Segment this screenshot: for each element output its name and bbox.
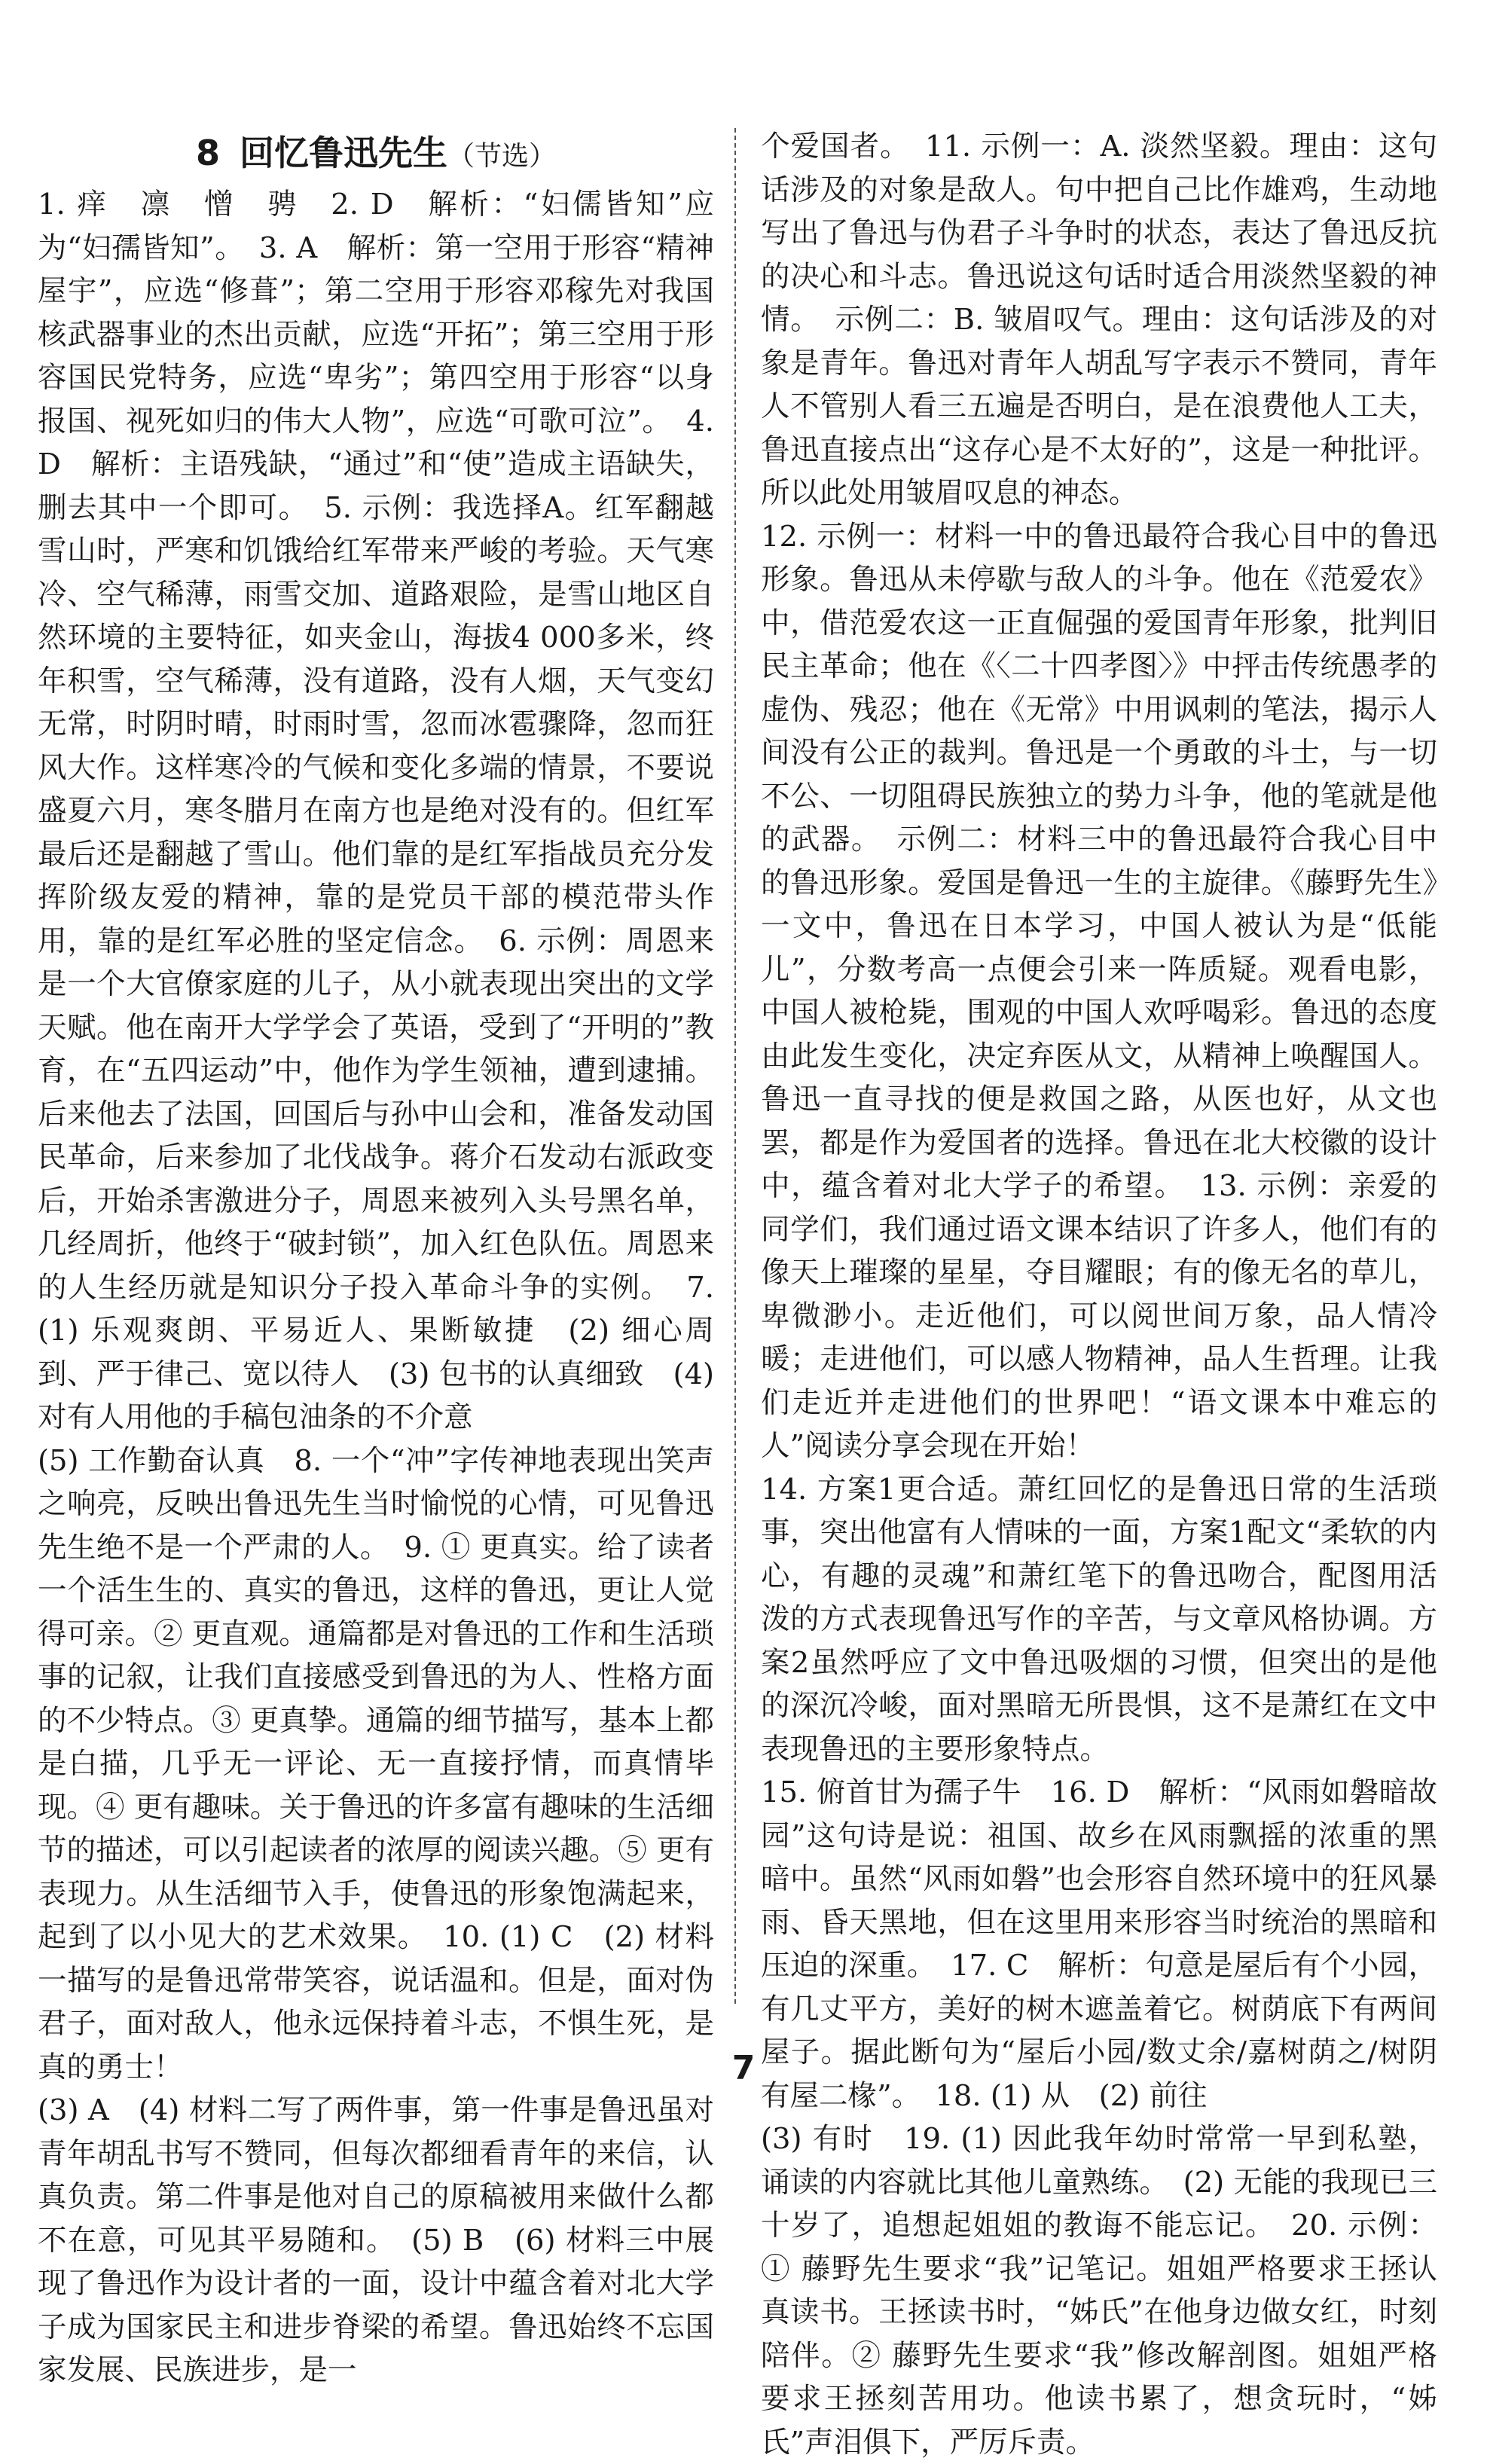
right-column — [761, 125, 1437, 2464]
answer-paragraph: 12. 示例一：材料一中的鲁迅最符合我心目中的鲁迅形象。鲁迅从未停歇与敌人的斗争。他在《范爱农》中，借范爱农这一正直倔强的爱国青年形象，批判旧民主革命；他在《〈二十四孝图〉》中抨击传统愚孝的虚伪、残忍；他在《无常》中用讽刺的笔法，揭示人间没有公正的裁判。鲁迅是一个勇敢的斗士，与一切不公、一切阻碍民族独立的势力斗争，他的笔就是他的武器。 示例二：材料三中的鲁迅最符合我心目中的鲁迅形象。爱国是鲁迅一生的主旋律。《藤野先生》一文中，鲁迅在日本学习，中国人被认为是“低能儿”，分数考高一点便会引来一阵质疑。观看电影，中国人被枪毙，围观的中国人欢呼喝彩。鲁迅的态度由此发生变化，决定弃医从文，从精神上唤醒国人。鲁迅一直寻找的便是救国之路，从医也好，从文也罢，都是作为爱国者的选择。鲁迅在北大校徽的设计中，蕴含着对北大学子的希望。 13. 示例：亲爱的同学们，我们通过语文课本结识了许多人，他们有的像天上璀璨的星星，夺目耀眼；有的像无名的草儿，卑微渺小。走近他们，可以阅世间万象，品人情冷暖；走进他们，可以感人物精神，品人生哲理。让我们走近并走进他们的世界吧！“语文课本中难忘的人”阅读分享会现在开始！ — [761, 519, 1437, 1463]
answer-paragraph: 个爱国者。 11. 示例一：A. 淡然坚毅。理由：这句话涉及的对象是敌人。句中把自己比作雄鸡，生动地写出了鲁迅与伪君子斗争时的状态，表达了鲁迅反抗的决心和斗志。鲁迅说这句话时适合用淡然坚毅的神情。 示例二：B. 皱眉叹气。理由：这句话涉及的对象是青年。鲁迅对青年人胡乱写字表示不赞同，青年人不管别人看三五遍是否明白，是在浪费他人工夫，鲁迅直接点出“这存心是不太好的”，这是一种批评。所以此处用皱眉叹息的神态。 — [761, 130, 1437, 510]
column-divider — [734, 128, 736, 2004]
answer-paragraph: (3) A (4) 材料二写了两件事，第一件事是鲁迅虽对青年胡乱书写不赞同，但每次都细看青年的来信，认真负责。第二件事是他对自己的原稿被用来做什么都不在意，可见其平易随和。 (5) B (6) 材料三中展现了鲁迅作为设计者的一面，设计中蕴含着对北大学子成为国家民主和进步脊梁的希望。鲁迅始终不忘国家发展、民族进步，是一 — [38, 2093, 714, 2387]
answer-paragraph: 1. 痒 凛 憎 骋 2. D 解析：“妇儒皆知”应为“妇孺皆知”。 3. A 解析：第一空用于形容“精神屋宇”，应选“修葺”；第二空用于形容邓稼先对我国核武器事业的杰出贡献，应选“开拓”；第三空用于形容国民党特务，应选“卑劣”；第四空用于形容“以身报国、视死如归的伟大人物”，应选“可歌可泣”。 4. D 解析：主语残缺，“通过”和“使”造成主语缺失，删去其中一个即可。 5. 示例：我选择A。红军翻越雪山时，严寒和饥饿给红军带来严峻的考验。天气寒冷、空气稀薄，雨雪交加、道路艰险，是雪山地区自然环境的主要特征，如夹金山，海拔4 000多米，终年积雪，空气稀薄，没有道路，没有人烟，天气变幻无常，时阴时晴，时雨时雪，忽而冰雹骤降，忽而狂风大作。这样寒冷的气候和变化多端的情景，不要说盛夏六月，寒冬腊月在南方也是绝对没有的。但红军最后还是翻越了雪山。他们靠的是红军指战员充分发挥阶级友爱的精神，靠的是党员干部的模范带头作用，靠的是红军必胜的坚定信念。 6. 示例：周恩来是一个大官僚家庭的儿子，从小就表现出突出的文学天赋。他在南开大学学会了英语，受到了“开明的”教育，在“五四运动”中，他作为学生领袖，遭到逮捕。后来他去了法国，回国后与孙中山会和，准备发动国民革命，后来参加了北伐战争。蒋介石发动右派政变后，开始杀害激进分子，周恩来被列入头号黑名单，几经周折，他终于“破封锁”，加入红色队伍。周恩来的人生经历就是知识分子投入革命斗争的实例。 7. (1) 乐观爽朗、平易近人、果断敏捷 (2) 细心周到、严于律己、宽以待人 (3) 包书的认真细致 (4) 对有人用他的手稿包油条的不介意 — [38, 188, 714, 1434]
page-number: 7 — [731, 2049, 756, 2087]
lesson-title-main: 回忆鲁迅先生 — [240, 133, 447, 173]
answer-paragraph: (3) 有时 19. (1) 因此我年幼时常常一早到私塾，诵读的内容就比其他儿童熟练。 (2) 无能的我现已三十岁了，追想起姐姐的教诲不能忘记。 20. 示例：① 藤野先生要求“我”记笔记。姐姐严格要求王拯认真读书。王拯读书时，“姊氏”在他身边做女红，时刻陪伴。② 藤野先生要求“我”修改解剖图。姐姐严格要求王拯刻苦用功。他读书累了，想贪玩时，“姊氏”声泪俱下，严厉斥责。 — [761, 2122, 1437, 2459]
answer-paragraph: (5) 工作勤奋认真 8. 一个“冲”字传神地表现出笑声之响亮，反映出鲁迅先生当时愉悦的心情，可见鲁迅先生绝不是一个严肃的人。 9. ① 更真实。给了读者一个活生生的、真实的鲁迅，这样的鲁迅，更让人觉得可亲。② 更直观。通篇都是对鲁迅的工作和生活琐事的记叙，让我们直接感受到鲁迅的为人、性格方面的不少特点。③ 更真挚。通篇的细节描写，基本上都是白描，几乎无一评论、无一直接抒情，而真情毕现。④ 更有趣味。关于鲁迅的许多富有趣味的生活细节的描述，可以引起读者的浓厚的阅读兴趣。⑤ 更有表现力。从生活细节入手，使鲁迅的形象饱满起来，起到了以小见大的艺术效果。 10. (1) C (2) 材料一描写的是鲁迅常带笑容，说话温和。但是，面对伪君子，面对敌人，他永远保持着斗志，不惧生死，是真的勇士！ — [38, 1443, 714, 2084]
lesson-title-sub: （节选） — [447, 141, 557, 172]
answer-paragraph: 14. 方案1更合适。萧红回忆的是鲁迅日常的生活琐事，突出他富有人情味的一面，方案1配文“柔软的内心，有趣的灵魂”和萧红笔下的鲁迅吻合，配图用活泼的方式表现鲁迅写作的辛苦，与文章风格协调。方案2虽然呼应了文中鲁迅吸烟的习惯，但突出的是他的深沉冷峻，面对黑暗无所畏惧，这不是萧红在文中表现鲁迅的主要形象特点。 — [761, 1472, 1437, 1766]
lesson-number: 8 — [195, 133, 220, 173]
answer-paragraph: 15. 俯首甘为孺子牛 16. D 解析：“风雨如磐暗故园”这句诗是说：祖国、故乡在风雨飘摇的浓重的黑暗中。虽然“风雨如磐”也会形容自然环境中的狂风暴雨、昏天黑地，但在这里用来形容当时统治的黑暗和压迫的深重。 17. C 解析：句意是屋后有个小园，有几丈平方，美好的树木遮盖着它。树荫底下有两间屋子。据此断句为“屋后小园/数丈余/嘉树荫之/树阴有屋二椽”。 18. (1) 从 (2) 前往 — [761, 1775, 1437, 2113]
lesson-title — [38, 128, 714, 182]
